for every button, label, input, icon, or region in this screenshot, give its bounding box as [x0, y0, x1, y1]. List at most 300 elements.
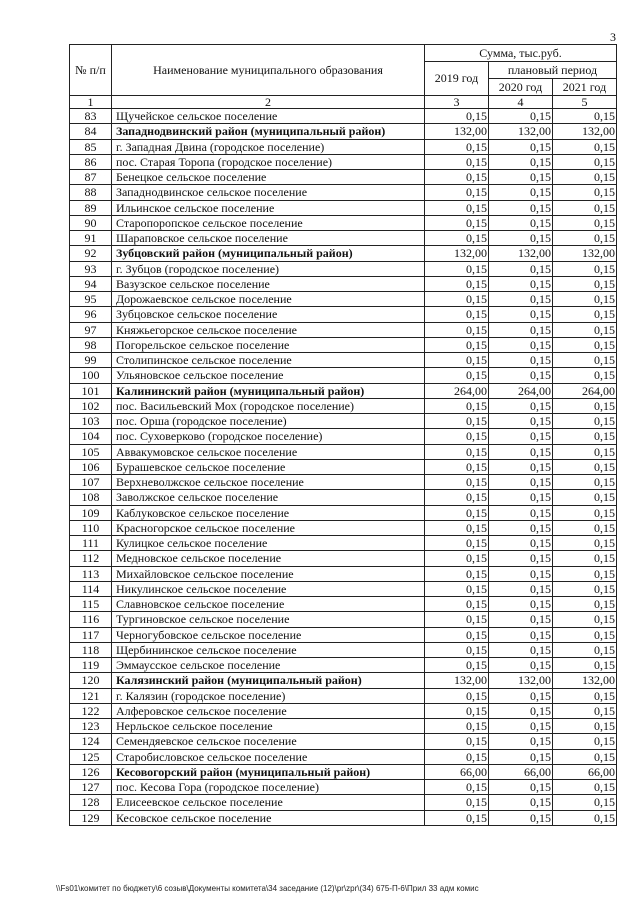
- row-number: 94: [70, 276, 112, 291]
- value-2021: 0,15: [553, 688, 617, 703]
- table-row: [70, 612, 617, 627]
- value-2020: 0,15: [489, 444, 553, 459]
- value-2019: 0,15: [425, 810, 489, 825]
- value-2020: 0,15: [489, 688, 553, 703]
- table-row: [70, 475, 617, 490]
- table-row: [70, 780, 617, 795]
- value-2020: 0,15: [489, 154, 553, 169]
- value-2020: 0,15: [489, 185, 553, 200]
- row-name: Михайловское сельское поселение: [112, 566, 425, 581]
- value-2020: 0,15: [489, 490, 553, 505]
- row-number: 98: [70, 337, 112, 352]
- value-2021: 0,15: [553, 612, 617, 627]
- row-number: 110: [70, 520, 112, 535]
- value-2020: 0,15: [489, 353, 553, 368]
- value-2019: 0,15: [425, 154, 489, 169]
- value-2020: 0,15: [489, 322, 553, 337]
- value-2019: 0,15: [425, 581, 489, 596]
- table-row: [70, 536, 617, 551]
- row-name: Столипинское сельское поселение: [112, 353, 425, 368]
- value-2020: 0,15: [489, 520, 553, 535]
- row-number: 87: [70, 170, 112, 185]
- row-number: 126: [70, 764, 112, 779]
- table-row: [70, 414, 617, 429]
- row-name: Бурашевское сельское поселение: [112, 459, 425, 474]
- value-2019: 0,15: [425, 276, 489, 291]
- value-2019: 0,15: [425, 612, 489, 627]
- value-2021: 0,15: [553, 154, 617, 169]
- row-name: Шараповское сельское поселение: [112, 231, 425, 246]
- table-row: [70, 307, 617, 322]
- value-2020: 0,15: [489, 612, 553, 627]
- row-name: Алферовское сельское поселение: [112, 703, 425, 718]
- value-2019: 0,15: [425, 353, 489, 368]
- row-number: 95: [70, 292, 112, 307]
- value-2021: 0,15: [553, 703, 617, 718]
- header-plan-period: плановый период: [489, 62, 617, 79]
- column-index: 3: [425, 96, 489, 109]
- value-2020: 0,15: [489, 459, 553, 474]
- row-name: Славновское сельское поселение: [112, 597, 425, 612]
- table-row: [70, 520, 617, 535]
- value-2020: 132,00: [489, 673, 553, 688]
- value-2020: 66,00: [489, 764, 553, 779]
- column-index-row: [70, 96, 617, 109]
- row-name: Тургиновское сельское поселение: [112, 612, 425, 627]
- value-2020: 0,15: [489, 642, 553, 657]
- table-row: [70, 353, 617, 368]
- row-number: 124: [70, 734, 112, 749]
- value-2021: 0,15: [553, 307, 617, 322]
- row-name: Щербининское сельское поселение: [112, 642, 425, 657]
- row-name: Верхневолжское сельское поселение: [112, 475, 425, 490]
- row-number: 88: [70, 185, 112, 200]
- row-number: 86: [70, 154, 112, 169]
- row-name: пос. Орша (городское поселение): [112, 414, 425, 429]
- row-number: 111: [70, 536, 112, 551]
- column-index: 4: [489, 96, 553, 109]
- table-row: [70, 551, 617, 566]
- table-row: [70, 215, 617, 230]
- budget-table: [69, 44, 617, 826]
- value-2021: 0,15: [553, 414, 617, 429]
- row-name: Аввакумовское сельское поселение: [112, 444, 425, 459]
- table-row: [70, 261, 617, 276]
- row-name: Нерльское сельское поселение: [112, 719, 425, 734]
- row-name: Погорельское сельское поселение: [112, 337, 425, 352]
- value-2019: 0,15: [425, 170, 489, 185]
- footer-file-path: \\Fs01\комитет по бюджету\6 созыв\Документы комитета\34 заседание (12)\pr\zpr\(34) 675-П-6\Прил 33 адм комис: [56, 884, 479, 893]
- value-2019: 0,15: [425, 566, 489, 581]
- value-2019: 132,00: [425, 124, 489, 139]
- value-2021: 0,15: [553, 353, 617, 368]
- value-2020: 0,15: [489, 215, 553, 230]
- row-number: 113: [70, 566, 112, 581]
- value-2020: 0,15: [489, 566, 553, 581]
- value-2020: 0,15: [489, 398, 553, 413]
- value-2021: 0,15: [553, 109, 617, 124]
- value-2019: 0,15: [425, 368, 489, 383]
- row-name: Красногорское сельское поселение: [112, 520, 425, 535]
- value-2020: 0,15: [489, 261, 553, 276]
- row-name: Дорожаевское сельское поселение: [112, 292, 425, 307]
- row-number: 122: [70, 703, 112, 718]
- row-name: пос. Васильевский Мох (городское поселение): [112, 398, 425, 413]
- value-2020: 0,15: [489, 536, 553, 551]
- value-2020: 0,15: [489, 658, 553, 673]
- row-name: Калязинский район (муниципальный район): [112, 673, 425, 688]
- column-index: 1: [70, 96, 112, 109]
- value-2019: 0,15: [425, 185, 489, 200]
- row-number: 109: [70, 505, 112, 520]
- table-row: [70, 597, 617, 612]
- row-name: пос. Старая Торопа (городское поселение): [112, 154, 425, 169]
- value-2019: 0,15: [425, 322, 489, 337]
- value-2021: 0,15: [553, 536, 617, 551]
- value-2019: 0,15: [425, 719, 489, 734]
- row-number: 115: [70, 597, 112, 612]
- row-number: 123: [70, 719, 112, 734]
- row-number: 120: [70, 673, 112, 688]
- row-name: Семендяевское сельское поселение: [112, 734, 425, 749]
- value-2021: 0,15: [553, 795, 617, 810]
- value-2021: 0,15: [553, 490, 617, 505]
- value-2021: 132,00: [553, 673, 617, 688]
- value-2020: 0,15: [489, 703, 553, 718]
- row-name: Калининский район (муниципальный район): [112, 383, 425, 398]
- value-2021: 0,15: [553, 261, 617, 276]
- row-name: г. Калязин (городское поселение): [112, 688, 425, 703]
- value-2021: 0,15: [553, 505, 617, 520]
- value-2021: 0,15: [553, 200, 617, 215]
- table-row: [70, 566, 617, 581]
- value-2020: 0,15: [489, 505, 553, 520]
- page-number: 3: [610, 30, 616, 44]
- row-name: Ульяновское сельское поселение: [112, 368, 425, 383]
- row-name: Кесовогорский район (муниципальный район): [112, 764, 425, 779]
- value-2019: 132,00: [425, 673, 489, 688]
- row-name: пос. Кесова Гора (городское поселение): [112, 780, 425, 795]
- value-2021: 0,15: [553, 719, 617, 734]
- value-2021: 0,15: [553, 459, 617, 474]
- value-2021: 0,15: [553, 658, 617, 673]
- row-name: Западнодвинский район (муниципальный район): [112, 124, 425, 139]
- value-2020: 0,15: [489, 170, 553, 185]
- row-name: г. Западная Двина (городское поселение): [112, 139, 425, 154]
- table-row: [70, 109, 617, 124]
- header-name: Наименование муниципального образования: [112, 45, 425, 96]
- value-2021: 0,15: [553, 551, 617, 566]
- value-2019: 0,15: [425, 642, 489, 657]
- table-row: [70, 703, 617, 718]
- table-row: [70, 444, 617, 459]
- value-2019: 0,15: [425, 536, 489, 551]
- value-2019: 0,15: [425, 261, 489, 276]
- value-2019: 0,15: [425, 703, 489, 718]
- value-2019: 0,15: [425, 429, 489, 444]
- row-name: Кулицкое сельское поселение: [112, 536, 425, 551]
- row-number: 118: [70, 642, 112, 657]
- district-row: [70, 124, 617, 139]
- table-body: [70, 109, 617, 826]
- value-2020: 0,15: [489, 551, 553, 566]
- row-number: 125: [70, 749, 112, 764]
- value-2020: 0,15: [489, 109, 553, 124]
- value-2019: 0,15: [425, 597, 489, 612]
- value-2021: 0,15: [553, 642, 617, 657]
- table-row: [70, 581, 617, 596]
- row-name: Каблуковское сельское поселение: [112, 505, 425, 520]
- value-2020: 0,15: [489, 292, 553, 307]
- row-name: Княжьегорское сельское поселение: [112, 322, 425, 337]
- value-2019: 0,15: [425, 459, 489, 474]
- header-sum: Сумма, тыс.руб.: [425, 45, 617, 62]
- value-2020: 0,15: [489, 368, 553, 383]
- value-2019: 0,15: [425, 658, 489, 673]
- row-number: 121: [70, 688, 112, 703]
- header-number: № п/п: [70, 45, 112, 96]
- value-2021: 0,15: [553, 292, 617, 307]
- table-row: [70, 505, 617, 520]
- value-2021: 0,15: [553, 337, 617, 352]
- value-2019: 0,15: [425, 444, 489, 459]
- value-2019: 0,15: [425, 215, 489, 230]
- row-number: 84: [70, 124, 112, 139]
- row-number: 93: [70, 261, 112, 276]
- value-2021: 264,00: [553, 383, 617, 398]
- value-2020: 0,15: [489, 414, 553, 429]
- row-name: Эммаусское сельское поселение: [112, 658, 425, 673]
- value-2021: 0,15: [553, 581, 617, 596]
- row-name: Никулинское сельское поселение: [112, 581, 425, 596]
- header-2021: 2021 год: [553, 79, 617, 96]
- row-number: 91: [70, 231, 112, 246]
- value-2019: 0,15: [425, 795, 489, 810]
- value-2020: 0,15: [489, 276, 553, 291]
- row-number: 97: [70, 322, 112, 337]
- value-2020: 0,15: [489, 597, 553, 612]
- row-number: 108: [70, 490, 112, 505]
- row-number: 114: [70, 581, 112, 596]
- value-2019: 132,00: [425, 246, 489, 261]
- value-2021: 0,15: [553, 444, 617, 459]
- table-header: [70, 45, 617, 109]
- row-number: 106: [70, 459, 112, 474]
- row-name: Щучейское сельское поселение: [112, 109, 425, 124]
- table-row: [70, 719, 617, 734]
- value-2019: 0,15: [425, 292, 489, 307]
- table-row: [70, 231, 617, 246]
- row-number: 83: [70, 109, 112, 124]
- row-number: 107: [70, 475, 112, 490]
- value-2021: 0,15: [553, 231, 617, 246]
- row-number: 129: [70, 810, 112, 825]
- value-2019: 0,15: [425, 307, 489, 322]
- value-2020: 0,15: [489, 734, 553, 749]
- row-number: 90: [70, 215, 112, 230]
- value-2020: 0,15: [489, 307, 553, 322]
- row-name: Зубцовский район (муниципальный район): [112, 246, 425, 261]
- row-name: Черногубовское сельское поселение: [112, 627, 425, 642]
- value-2019: 0,15: [425, 200, 489, 215]
- table-row: [70, 459, 617, 474]
- value-2021: 0,15: [553, 322, 617, 337]
- row-name: Старобисловское сельское поселение: [112, 749, 425, 764]
- table-row: [70, 368, 617, 383]
- row-name: Елисеевское сельское поселение: [112, 795, 425, 810]
- value-2021: 0,15: [553, 627, 617, 642]
- value-2019: 0,15: [425, 490, 489, 505]
- row-number: 127: [70, 780, 112, 795]
- value-2021: 0,15: [553, 429, 617, 444]
- value-2019: 66,00: [425, 764, 489, 779]
- value-2019: 0,15: [425, 139, 489, 154]
- row-name: г. Зубцов (городское поселение): [112, 261, 425, 276]
- value-2021: 132,00: [553, 124, 617, 139]
- value-2020: 0,15: [489, 780, 553, 795]
- table-row: [70, 795, 617, 810]
- row-name: Ильинское сельское поселение: [112, 200, 425, 215]
- value-2021: 0,15: [553, 520, 617, 535]
- table-row: [70, 688, 617, 703]
- value-2021: 0,15: [553, 597, 617, 612]
- value-2021: 0,15: [553, 185, 617, 200]
- value-2019: 0,15: [425, 688, 489, 703]
- value-2021: 0,15: [553, 734, 617, 749]
- value-2019: 0,15: [425, 231, 489, 246]
- value-2019: 0,15: [425, 734, 489, 749]
- value-2021: 66,00: [553, 764, 617, 779]
- district-row: [70, 764, 617, 779]
- table-row: [70, 185, 617, 200]
- value-2020: 132,00: [489, 124, 553, 139]
- row-name: Западнодвинское сельское поселение: [112, 185, 425, 200]
- value-2019: 264,00: [425, 383, 489, 398]
- row-name: Старопоропское сельское поселение: [112, 215, 425, 230]
- value-2020: 0,15: [489, 231, 553, 246]
- value-2021: 0,15: [553, 475, 617, 490]
- value-2020: 264,00: [489, 383, 553, 398]
- value-2020: 0,15: [489, 475, 553, 490]
- row-number: 92: [70, 246, 112, 261]
- value-2020: 132,00: [489, 246, 553, 261]
- value-2021: 0,15: [553, 566, 617, 581]
- value-2021: 0,15: [553, 368, 617, 383]
- row-number: 99: [70, 353, 112, 368]
- row-number: 102: [70, 398, 112, 413]
- value-2019: 0,15: [425, 505, 489, 520]
- row-number: 85: [70, 139, 112, 154]
- value-2020: 0,15: [489, 139, 553, 154]
- header-2019: 2019 год: [425, 62, 489, 96]
- value-2019: 0,15: [425, 780, 489, 795]
- value-2020: 0,15: [489, 719, 553, 734]
- value-2019: 0,15: [425, 551, 489, 566]
- table-row: [70, 200, 617, 215]
- value-2021: 0,15: [553, 398, 617, 413]
- column-index: 2: [112, 96, 425, 109]
- value-2021: 0,15: [553, 139, 617, 154]
- table-row: [70, 810, 617, 825]
- row-name: пос. Суховерково (городское поселение): [112, 429, 425, 444]
- value-2019: 0,15: [425, 627, 489, 642]
- row-name: Бенецкое сельское поселение: [112, 170, 425, 185]
- value-2021: 0,15: [553, 810, 617, 825]
- district-row: [70, 673, 617, 688]
- value-2019: 0,15: [425, 414, 489, 429]
- row-name: Медновское сельское поселение: [112, 551, 425, 566]
- value-2021: 0,15: [553, 749, 617, 764]
- value-2021: 0,15: [553, 276, 617, 291]
- row-name: Вазузское сельское поселение: [112, 276, 425, 291]
- row-number: 112: [70, 551, 112, 566]
- value-2020: 0,15: [489, 749, 553, 764]
- header-2020: 2020 год: [489, 79, 553, 96]
- table-row: [70, 170, 617, 185]
- table-row: [70, 337, 617, 352]
- district-row: [70, 246, 617, 261]
- row-number: 117: [70, 627, 112, 642]
- district-row: [70, 383, 617, 398]
- value-2019: 0,15: [425, 109, 489, 124]
- value-2019: 0,15: [425, 337, 489, 352]
- value-2019: 0,15: [425, 475, 489, 490]
- table-row: [70, 749, 617, 764]
- table-row: [70, 734, 617, 749]
- value-2020: 0,15: [489, 337, 553, 352]
- table-row: [70, 398, 617, 413]
- column-index: 5: [553, 96, 617, 109]
- table-row: [70, 292, 617, 307]
- row-number: 119: [70, 658, 112, 673]
- row-number: 89: [70, 200, 112, 215]
- value-2020: 0,15: [489, 795, 553, 810]
- table-row: [70, 642, 617, 657]
- table-row: [70, 490, 617, 505]
- value-2021: 0,15: [553, 215, 617, 230]
- row-number: 100: [70, 368, 112, 383]
- value-2019: 0,15: [425, 749, 489, 764]
- row-name: Зубцовское сельское поселение: [112, 307, 425, 322]
- table-row: [70, 154, 617, 169]
- table-row: [70, 658, 617, 673]
- value-2021: 0,15: [553, 170, 617, 185]
- value-2020: 0,15: [489, 429, 553, 444]
- row-name: Заволжское сельское поселение: [112, 490, 425, 505]
- row-number: 116: [70, 612, 112, 627]
- table-row: [70, 139, 617, 154]
- value-2021: 0,15: [553, 780, 617, 795]
- value-2020: 0,15: [489, 627, 553, 642]
- table-row: [70, 276, 617, 291]
- table-row: [70, 322, 617, 337]
- row-number: 128: [70, 795, 112, 810]
- table-row: [70, 429, 617, 444]
- value-2020: 0,15: [489, 200, 553, 215]
- row-number: 103: [70, 414, 112, 429]
- value-2021: 132,00: [553, 246, 617, 261]
- value-2020: 0,15: [489, 581, 553, 596]
- row-name: Кесовское сельское поселение: [112, 810, 425, 825]
- row-number: 101: [70, 383, 112, 398]
- value-2019: 0,15: [425, 398, 489, 413]
- value-2020: 0,15: [489, 810, 553, 825]
- row-number: 96: [70, 307, 112, 322]
- value-2019: 0,15: [425, 520, 489, 535]
- row-number: 104: [70, 429, 112, 444]
- table-row: [70, 627, 617, 642]
- row-number: 105: [70, 444, 112, 459]
